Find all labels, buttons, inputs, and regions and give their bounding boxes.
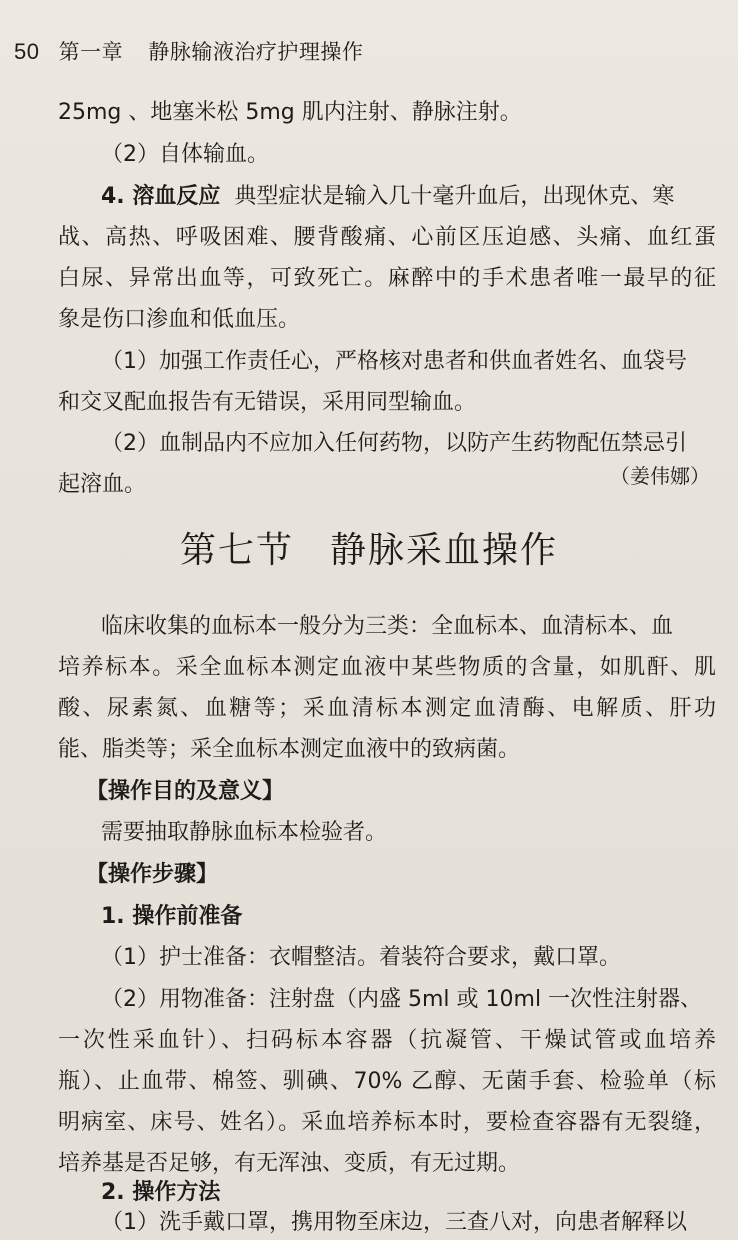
page-number: 50 <box>14 39 40 64</box>
text-line: 象是伤口渗血和低血压。 <box>58 307 301 332</box>
text-line: （1）洗手戴口罩，携用物至床边，三查八对，向患者解释以 <box>101 1210 687 1235</box>
heading-purpose: 【操作目的及意义】 <box>86 779 285 804</box>
text-line: 起溶血。 <box>58 472 147 497</box>
chapter-title: 静脉输液治疗护理操作 <box>148 40 364 64</box>
text-line: （2）自体输血。 <box>101 142 269 167</box>
text-span: 典型症状是输入几十毫升血后，出现休克、寒 <box>234 184 675 209</box>
section-title <box>0 522 738 573</box>
text-line: 临床收集的血标本一般分为三类：全血标本、血清标本、血 <box>101 614 674 639</box>
text-line: 培养标本。采全血标本测定血液中某些物质的含量，如肌酐、肌 <box>58 655 716 680</box>
text-line: 培养基是否足够，有无浑浊、变质，有无过期。 <box>58 1151 521 1176</box>
text-line <box>101 182 674 212</box>
text-line: 能、脂类等；采全血标本测定血液中的致病菌。 <box>58 737 521 762</box>
text-line: 和交叉配血报告有无错误，采用同型输血。 <box>58 390 477 415</box>
text-line: 战、高热、呼吸困难、腰背酸痛、心前区压迫感、头痛、血红蛋 <box>58 225 716 250</box>
text-line: 明病室、床号、姓名）。采血培养标本时，要检查容器有无裂缝， <box>58 1110 716 1135</box>
subheading-preparation: 1. 操作前准备 <box>101 904 243 929</box>
text-line: （1）加强工作责任心，严格核对患者和供血者姓名、血袋号 <box>101 349 687 374</box>
heading-steps: 【操作步骤】 <box>86 862 219 887</box>
section-name: 静脉采血操作 <box>330 530 559 571</box>
text-line: 酸、尿素氮、血糖等；采血清标本测定血清酶、电解质、肝功 <box>58 696 716 721</box>
subheading-method: 2. 操作方法 <box>101 1180 221 1205</box>
text-line: 白尿、异常出血等，可致死亡。麻醉中的手术患者唯一最早的征 <box>58 266 716 291</box>
section-number: 第七节 <box>179 530 294 571</box>
text-line: （1）护士准备：衣帽整洁。着装符合要求，戴口罩。 <box>101 945 621 970</box>
text-line: （2）血制品内不应加入任何药物，以防产生药物配伍禁忌引 <box>101 431 687 456</box>
running-header <box>14 36 363 66</box>
text-line: 一次性采血针）、扫码标本容器（抗凝管、干燥试管或血培养 <box>58 1028 716 1053</box>
text-line: 需要抽取静脉血标本检验者。 <box>101 820 388 845</box>
text-line: 25mg 、地塞米松 5mg 肌内注射、静脉注射。 <box>58 100 522 125</box>
text-line: 瓶）、止血带、棉签、驯碘、70% 乙醇、无菌手套、检验单（标 <box>58 1069 716 1094</box>
chapter-label: 第一章 <box>58 40 124 64</box>
text-line: （2）用物准备：注射盘（内盛 5ml 或 10ml 一次性注射器、 <box>101 987 703 1012</box>
author-signature: （姜伟娜） <box>610 464 710 488</box>
subheading-hemolysis: 4. 溶血反应 <box>101 184 221 209</box>
